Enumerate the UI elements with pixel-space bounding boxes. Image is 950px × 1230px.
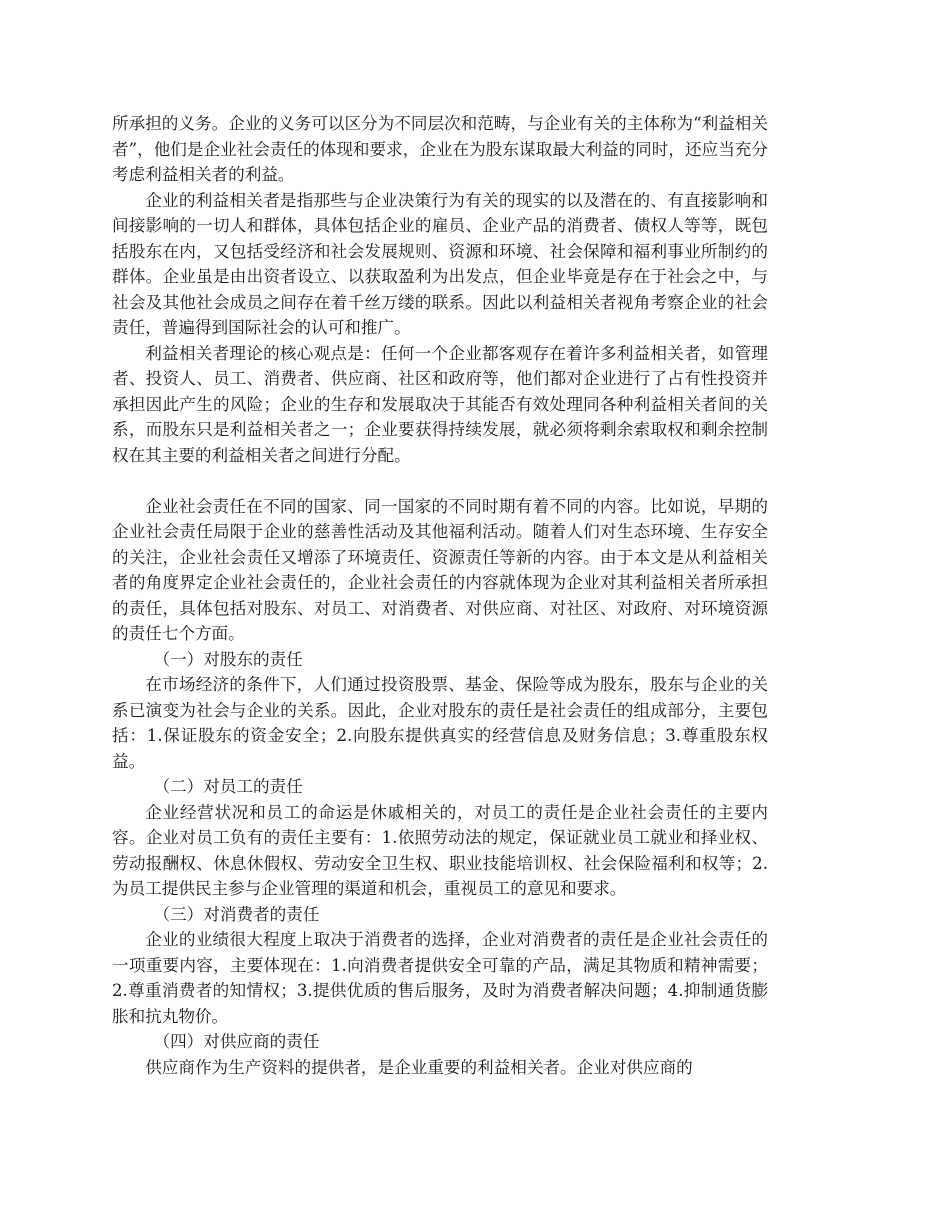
document-page	[112, 111, 768, 1080]
paragraph: 企业社会责任在不同的国家、同一国家的不同时期有着不同的内容。比如说，早期的企业社会责任局限于企业的慈善性活动及其他福利活动。随着人们对生态环境、生存安全的关注，企业社会责任又增添了环境责任、资源责任等新的内容。由于本文是从利益相关者的角度界定企业社会责任的，企业社会责任的内容就体现为企业对其利益相关者所承担的责任，具体包括对股东、对员工、对消费者、对供应商、对社区、对政府、对环境资源的责任七个方面。	[112, 496, 768, 643]
paragraph: 在市场经济的条件下，人们通过投资股票、基金、保险等成为股东，股东与企业的关系已演变为社会与企业的关系。因此，企业对股东的责任是社会责任的组成部分，主要包括：1.保证股东的资金安全；2.向股东提供真实的经营信息及财务信息；3.尊重股东权益。	[112, 675, 768, 771]
section-heading: （二）对员工的责任	[153, 777, 303, 796]
section-heading: （四）对供应商的责任	[153, 1032, 320, 1051]
paragraph: 利益相关者理论的核心观点是：任何一个企业都客观存在着许多利益相关者，如管理者、投资人、员工、消费者、供应商、社区和政府等，他们都对企业进行了占有性投资并承担因此产生的风险；企业的生存和发展取决于其能否有效处理同各种利益相关者间的关系，而股东只是利益相关者之一；企业要获得持续发展，就必须将剩余索取权和剩余控制权在其主要的利益相关者之间进行分配。	[112, 343, 768, 465]
paragraph: 供应商作为生产资料的提供者，是企业重要的利益相关者。企业对供应商的	[145, 1057, 693, 1077]
paragraph-gap	[112, 468, 768, 494]
paragraph: 企业的业绩很大程度上取决于消费者的选择，企业对消费者的责任是企业社会责任的一项重要内容，主要体现在：1.向消费者提供安全可靠的产品，满足其物质和精神需要；2.尊重消费者的知情权；3.提供优质的售后服务，及时为消费者解决问题；4.抑制通货膨胀和抗丸物价。	[112, 930, 768, 1026]
paragraph: 企业经营状况和员工的命运是休戚相关的，对员工的责任是企业社会责任的主要内容。企业对员工负有的责任主要有：1.依照劳动法的规定，保证就业员工就业和择业权、劳动报酬权、休息休假权、劳动安全卫生权、职业技能培训权、社会保险福利和权等；2.为员工提供民主参与企业管理的渠道和机会，重视员工的意见和要求。	[112, 802, 768, 898]
paragraph: 所承担的义务。企业的义务可以区分为不同层次和范畴，与企业有关的主体称为“利益相关者”，他们是企业社会责任的体现和要求，企业在为股东谋取最大利益的同时，还应当充分考虑利益相关者的利益。	[112, 114, 768, 184]
section-heading: （三）对消费者的责任	[153, 904, 320, 924]
section-heading: （一）对股东的责任	[153, 649, 303, 669]
paragraph: 企业的利益相关者是指那些与企业决策行为有关的现实的以及潜在的、有直接影响和间接影响的一切人和群体，具体包括企业的雇员、企业产品的消费者、债权人等等，既包括股东在内，又包括受经济和社会发展规则、资源和环境、社会保障和福利事业所制约的群体。企业虽是由出资者设立、以获取盈利为出发点，但企业毕竟是存在于社会之中，与社会及其他社会成员之间存在着千丝万缕的联系。因此以利益相关者视角考察企业的社会责任，普遍得到国际社会的认可和推广。	[112, 190, 768, 337]
